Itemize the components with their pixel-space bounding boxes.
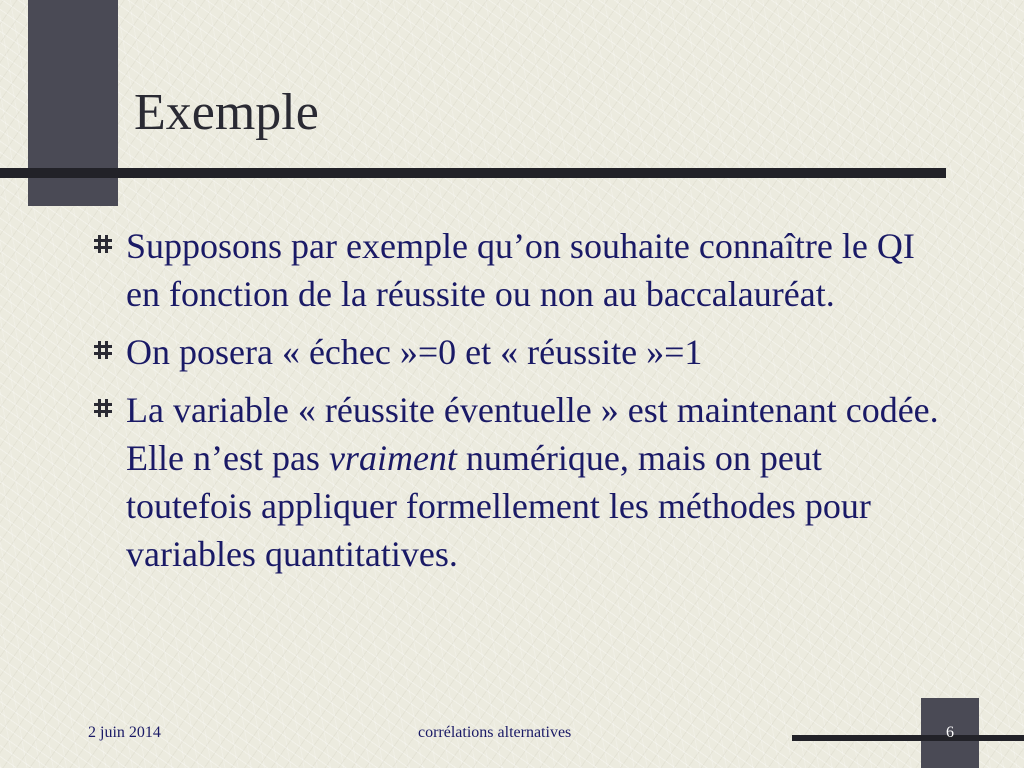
bullet-text: On posera « échec »=0 et « réussite »=1 — [126, 332, 703, 372]
footer-bar — [792, 735, 1024, 741]
footer-title: corrélations alternatives — [418, 724, 572, 741]
footer-date: 2 juin 2014 — [88, 724, 161, 741]
bullet-item — [90, 222, 950, 318]
title-underline-bar — [0, 168, 946, 178]
slide-title: Exemple — [134, 84, 319, 141]
bullet-list — [90, 222, 950, 588]
page-number: 6 — [946, 724, 954, 741]
bullet-text-emphasis: vraiment — [328, 438, 457, 478]
bullet-text: Supposons par exemple qu’on souhaite connaître le QI en fonction de la réussite ou non au baccalauréat. — [126, 226, 915, 314]
bullet-item — [90, 386, 950, 578]
bullet-text: numérique, mais on peut toutefois appliquer formellement les méthodes pour variables quantitatives. — [126, 438, 871, 574]
bullet-text: La variable « réussite éventuelle » est maintenant codée. Elle n’est pas — [126, 390, 939, 478]
hash-bullet-icon — [94, 340, 112, 360]
bullet-item — [90, 328, 950, 376]
hash-bullet-icon — [94, 234, 112, 254]
hash-bullet-icon — [94, 398, 112, 418]
